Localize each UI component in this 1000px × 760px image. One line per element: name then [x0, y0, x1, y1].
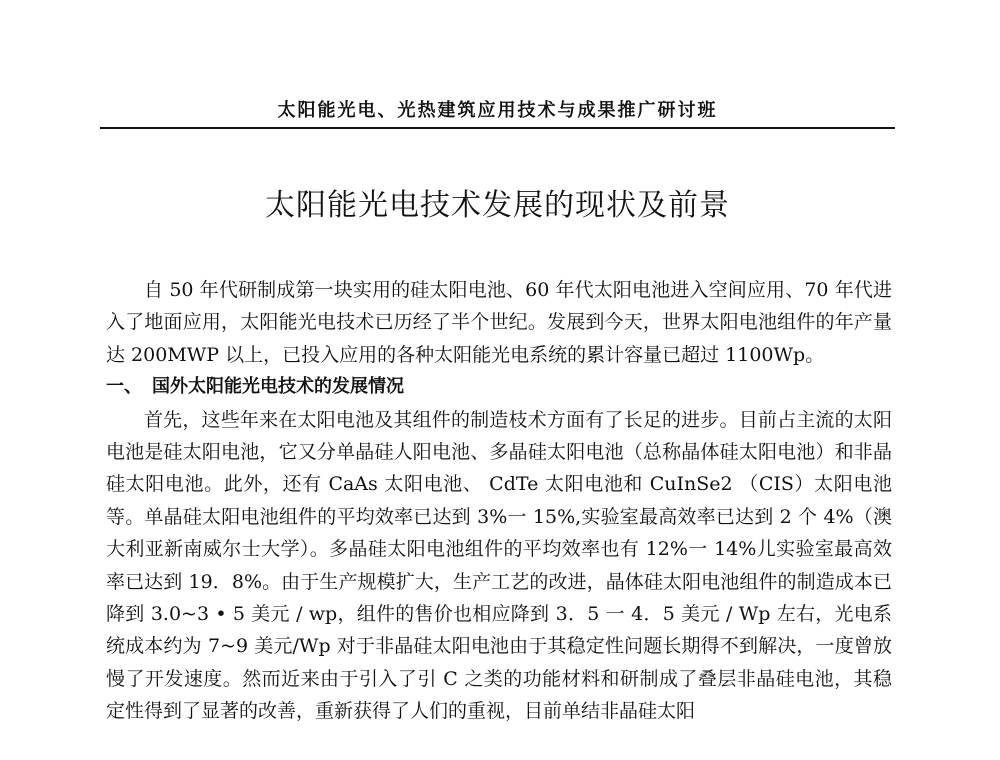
- document-title: 太阳能光电技术发展的现状及前景: [265, 188, 730, 223]
- running-header: 太阳能光电、光热建筑应用技术与成果推广研讨班: [277, 100, 718, 121]
- header-rule: [100, 127, 895, 129]
- document-body: [106, 274, 892, 728]
- section-paragraph: 首先，这些年来在太阳电池及其组件的制造枝术方面有了长足的进步。目前占主流的太阳电池是硅太阳电池，它又分单晶硅人阳电池、多晶硅太阳电池（总称晶体硅太阳电池）和非晶硅太阳电池。此外，还有 CaAs 太阳电池、 CdTe 太阳电池和 CuInSe2 （CIS）太阳电池等。单晶硅太阳电池组件的平均效率已达到 3%一 15%,实验室最高效率已达到 2 个 4%（澳大利亚新南威尔士大学）。多晶硅太阳电池组件的平均效率也有 12%一 14%儿实验室最高效率已达到 19．8%。由于生产规模扩大，生产工艺的改进，晶体硅太阳电池组件的制造成本已降到 3.0~3 • 5 美元 / wp，组件的售价也相应降到 3．5 一 4．5 美元 / Wp 左右，光电系统成本约为 7~9 美元/Wp 对于非晶硅太阳电池由于其稳定性问题长期得不到解决，一度曾放慢了开发速度。然而近来由于引入了引 C 之类的功能材料和研制成了叠层非晶硅电池，其稳定性得到了显著的改善，重新获得了人们的重视，目前单结非晶硅太阳: [106, 408, 892, 723]
- section-number: 一、: [106, 376, 142, 398]
- section-heading: [106, 371, 892, 403]
- section-title: 国外太阳能光电技术的发展情况: [152, 376, 404, 398]
- intro-paragraph: 自 50 年代研制成第一块实用的硅太阳电池、60 年代太阳电池进入空间应用、70 年代进入了地面应用，太阳能光电技术已历经了半个世纪。发展到今天，世界太阳电池组件的年产量达 200MWP 以上，已投入应用的各种太阳能光电系统的累计容量已超过 1100Wp。: [106, 279, 892, 366]
